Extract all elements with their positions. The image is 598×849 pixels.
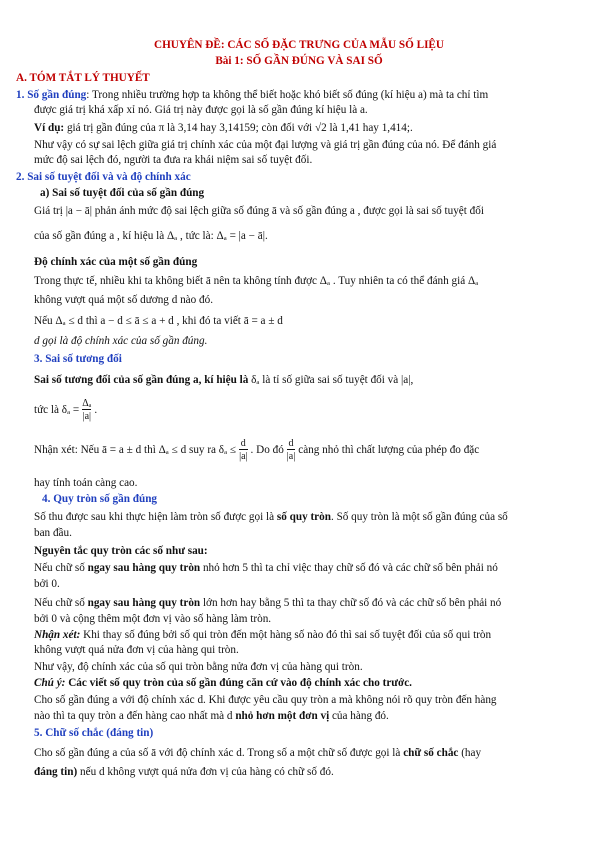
section-3-heading: 3. Sai số tương đối <box>34 353 122 365</box>
para-1-line-1 <box>16 88 564 102</box>
remark-1-line-1 <box>34 438 564 462</box>
relative-error-formula-prefix: tức là δₐ = <box>34 404 80 416</box>
rule-1-text-c: nhỏ hơn 5 thì ta chỉ việc thay chữ số đó và các chữ số bên phải nó <box>200 562 498 574</box>
para-1-line-5: mức độ sai lệch đó, người ta đưa ra khái niệm sai số tuyệt đối. <box>34 154 313 166</box>
section-4-heading: 4. Quy tròn số gần đúng <box>42 493 158 505</box>
example-label: Ví dụ: <box>34 122 65 134</box>
certain-digit-term: chữ số chắc <box>403 747 459 759</box>
section-3-line-2: tức là δₐ = $\frac{\text{Δₐ}}{|a|}$ . <box>34 398 98 423</box>
fraction-numerator: d <box>240 438 246 450</box>
relative-error-fraction <box>82 398 91 422</box>
fraction-denominator: |a| <box>239 451 248 463</box>
section-1-heading: 1. Số gần đúng <box>16 89 87 101</box>
accuracy-line-1: Trong thực tế, nhiều khi ta không biết ā nên ta không tính được Δₐ . Tuy nhiên ta có thể đánh giá Δₐ <box>34 275 479 287</box>
accuracy-heading: Độ chính xác của một số gần đúng <box>34 256 198 268</box>
remark-2-label: Nhận xét: <box>34 629 81 641</box>
note-line-3-a: nào thì ta quy tròn a đến hàng cao nhất mà d <box>34 710 236 722</box>
section-2-heading: 2. Sai số tuyệt đối và và độ chính xác <box>16 171 191 183</box>
rule-1-term: ngay sau hàng quy tròn <box>87 562 201 574</box>
section-5-line-1 <box>34 746 564 760</box>
section-4-text-a: Số thu được sau khi thực hiện làm tròn số được gọi là <box>34 511 277 523</box>
fraction-denominator: |a| <box>82 411 92 423</box>
para-1-line-2: được giá trị khá xấp xỉ nó. Giá trị này được gọi là số gần đúng kí hiệu là a. <box>34 104 368 116</box>
note-text: Các viết số quy tròn của số gần đúng căn cứ vào độ chính xác cho trước. <box>65 677 412 689</box>
relative-error-definition: Sai số tương đối của số gần đúng a, kí hiệu là <box>34 374 249 386</box>
remark-2-line-1 <box>34 628 564 642</box>
note-line-2: Cho số gần đúng a với độ chính xác d. Khi được yêu cầu quy tròn a mà không nói rõ quy tròn đến hàng <box>34 694 497 706</box>
section-4-text-c: . Số quy tròn là một số gần đúng của số <box>330 511 508 523</box>
rounded-number-term: số quy tròn <box>276 511 331 523</box>
rounding-rules-heading: Nguyên tắc quy tròn các số như sau: <box>34 545 208 557</box>
reliable-term: đáng tin) <box>34 766 78 778</box>
rule-1-line-1 <box>34 561 564 575</box>
rule-1-line-2: bởi 0. <box>34 578 60 590</box>
document-title: CHUYÊN ĐỀ: CÁC SỐ ĐẶC TRƯNG CỦA MẪU SỐ LIỆU <box>154 39 444 51</box>
note-label: Chú ý: <box>34 677 66 689</box>
section-2a-heading: a) Sai số tuyệt đối của số gần đúng <box>40 187 205 199</box>
section-2a-line-2: của số gần đúng a , kí hiệu là Δₐ , tức là: Δₐ = |a − ā|. <box>34 230 268 242</box>
note-line-3 <box>34 709 564 723</box>
note-line-3-c: của hàng đó. <box>329 710 389 722</box>
section-4-line-2: ban đầu. <box>34 527 72 539</box>
example-line <box>34 121 564 135</box>
remark-1-fraction-a <box>239 438 247 462</box>
remark-1-fraction-b <box>287 438 295 462</box>
fraction-numerator: Δₐ <box>82 398 92 410</box>
remark-1-mid: . Do đó <box>250 444 284 456</box>
rule-2-term: ngay sau hàng quy tròn <box>87 597 201 609</box>
section-a-heading: A. TÓM TẮT LÝ THUYẾT <box>16 72 150 84</box>
section-4-line-1 <box>34 510 564 524</box>
relative-error-definition-rest: δₐ là tỉ số giữa sai số tuyệt đối và |a|, <box>248 374 414 386</box>
accuracy-line-2: không vượt quá một số dương d nào đó. <box>34 294 214 306</box>
rule-2-text-c: lớn hơn hay bằng 5 thì ta thay chữ số đó và các chữ số bên phải nó <box>200 597 502 609</box>
accuracy-line-3: Nếu Δₐ ≤ d thì a − d ≤ ā ≤ a + d , khi đó ta viết ā = a ± d <box>34 315 283 327</box>
remark-2-line-3: Như vậy, độ chính xác của số qui tròn bằng nửa đơn vị của hàng qui tròn. <box>34 661 363 673</box>
lesson-title: Bài 1: SỐ GẦN ĐÚNG VÀ SAI SỐ <box>215 55 383 67</box>
section-5-text-c: (hay <box>458 747 482 759</box>
remark-2-line-2: không vượt quá nửa đơn vị của hàng qui tròn. <box>34 644 239 656</box>
para-1-line-1-text: : Trong nhiều trường hợp ta không thể biết hoặc khó biết số đúng (kí hiệu a) mà ta chỉ tìm <box>86 89 489 101</box>
remark-1-line-2: hay tính toán càng cao. <box>34 477 138 489</box>
section-5-text-a: Cho số gần đúng a của số ā với độ chính xác d. Trong số a một chữ số được gọi là <box>34 747 404 759</box>
remark-2-text: Khi thay số đúng bởi số qui tròn đến một hàng số nào đó thì sai số tuyệt đối của số qui tròn <box>80 629 492 641</box>
section-3-line-1 <box>34 373 564 387</box>
note-line-1 <box>34 676 564 690</box>
remark-1-prefix: Nhận xét: Nếu ā = a ± d thì Δₐ ≤ d suy ra δₐ ≤ <box>34 444 237 456</box>
section-5-heading: 5. Chữ số chắc (đáng tin) <box>34 727 154 739</box>
rule-2-text-a: Nếu chữ số <box>34 597 88 609</box>
section-5-line-2 <box>34 765 564 779</box>
fraction-denominator: |a| <box>286 451 296 463</box>
remark-1-post: càng nhỏ thì chất lượng của phép đo đặc <box>298 444 480 456</box>
rule-1-text-a: Nếu chữ số <box>34 562 88 574</box>
rule-2-line-2: bởi 0 và cộng thêm một đơn vị vào số hàng làm tròn. <box>34 613 272 625</box>
note-emphasis: nhỏ hơn một đơn vị <box>235 710 330 722</box>
section-2a-line-1: Giá trị |a − ā| phản ánh mức độ sai lệch giữa số đúng ā và số gần đúng a , được gọi là sai số tuyệt đối <box>34 205 484 217</box>
rule-2-line-1 <box>34 596 564 610</box>
section-5-text-rest: nếu d không vượt quá nửa đơn vị của hàng có chữ số đó. <box>77 766 334 778</box>
para-1-line-4: Như vậy có sự sai lệch giữa giá trị chính xác của một đại lượng và giá trị gần đúng của nó. Để đánh giá <box>34 139 497 151</box>
fraction-numerator: d <box>288 438 294 450</box>
accuracy-line-4: d gọi là độ chính xác của số gần đúng. <box>34 335 208 347</box>
example-text: giá trị gần đúng của π là 3,14 hay 3,14159; còn đối với √2 là 1,41 hay 1,414;. <box>64 122 413 134</box>
